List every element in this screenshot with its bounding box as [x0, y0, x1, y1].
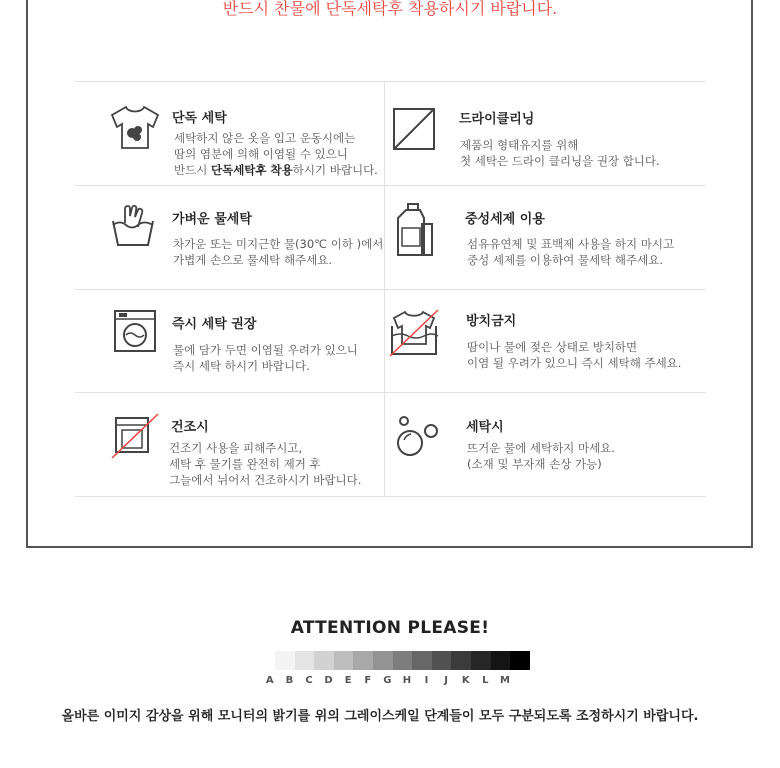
- grayscale-letter: L: [482, 675, 489, 686]
- grayscale-letter: F: [364, 675, 372, 686]
- grayscale-letter: B: [285, 675, 294, 686]
- grayscale-swatch: [432, 651, 452, 670]
- grayscale-letter: K: [461, 675, 470, 686]
- care-desc: 물에 담가 두면 이염될 우려가 있으니 즉시 세탁 하시기 바랍니다.: [173, 343, 358, 373]
- grayscale-letter: M: [499, 675, 510, 686]
- care-desc: 차가운 또는 미지근한 물(30℃ 이하 )에서 가볍게 손으로 물세탁 해주세요.: [173, 237, 384, 267]
- care-title: 세탁시: [466, 420, 504, 435]
- care-desc: 건조기 사용을 피해주시고, 세탁 후 물기를 완전히 제거 후 그늘에서 뉘어서 건조하시기 바랍니다.: [169, 441, 362, 487]
- tshirt-icon: [108, 105, 162, 151]
- grayscale-swatch: [295, 651, 315, 670]
- grayscale-letter: G: [383, 675, 392, 686]
- grayscale-swatch: [275, 651, 295, 670]
- care-title: 즉시 세탁 권장: [172, 317, 257, 332]
- care-desc: 섬유유연제 및 표백제 사용을 하지 마시고 중성 세제를 이용하여 물세탁 해주세요.: [467, 237, 675, 267]
- grayscale-swatch: [510, 651, 530, 670]
- grid-line: [75, 81, 706, 82]
- no-dryer-icon: [110, 412, 160, 460]
- no-soak-icon: [388, 308, 442, 358]
- grayscale-letter: J: [444, 675, 448, 686]
- grayscale-letter: H: [402, 675, 412, 686]
- grid-divider: [384, 82, 385, 496]
- care-title: 방치금지: [466, 314, 517, 329]
- grid-line: [75, 496, 706, 497]
- grid-line: [75, 289, 706, 290]
- care-desc: 뜨거운 물에 세탁하지 마세요. (소재 및 부자재 손상 가능): [467, 441, 615, 471]
- care-desc: 제품의 형태유지를 위해 첫 세탁은 드라이 클리닝을 권장 합니다.: [460, 138, 660, 168]
- care-title: 드라이클리닝: [459, 112, 535, 127]
- dry-clean-icon: [392, 107, 436, 151]
- monitor-adjust-note: 올바른 이미지 감상을 위해 모니터의 밝기를 위의 그레이스케일 단계들이 모두 구분되도록 조정하시기 바랍니다.: [61, 709, 699, 724]
- care-title: 단독 세탁: [172, 111, 227, 126]
- grayscale-letter: A: [265, 675, 274, 686]
- care-desc: 땀이나 물에 젖은 상태로 방치하면 이염 될 우려가 있으니 즉시 세탁해 주세요.: [467, 340, 682, 370]
- bubbles-icon: [394, 414, 440, 460]
- wash-notice: 반드시 찬물에 단독세탁후 착용하시기 바랍니다.: [222, 0, 558, 18]
- grayscale-swatch: [451, 651, 471, 670]
- grid-line: [75, 392, 706, 393]
- grayscale-swatch: [353, 651, 373, 670]
- care-desc: 세탁하지 않은 옷을 입고 운동시에는 땀의 염분에 의해 이염될 수 있으니 반드시 단독세탁후 착용하시기 바랍니다.: [174, 131, 378, 177]
- grayscale-swatch: [491, 651, 511, 670]
- care-title: 가벼운 물세탁: [172, 212, 252, 227]
- care-panel-frame: [26, 0, 753, 548]
- care-title: 건조시: [171, 420, 209, 435]
- grayscale-swatch: [334, 651, 354, 670]
- grayscale-swatch: [314, 651, 334, 670]
- detergent-icon: [394, 202, 436, 258]
- grayscale-letter: I: [424, 675, 429, 686]
- grayscale-letter: E: [344, 675, 352, 686]
- attention-heading: ATTENTION PLEASE!: [290, 618, 490, 638]
- grid-line: [75, 185, 706, 186]
- grayscale-swatch: [471, 651, 491, 670]
- grayscale-bar: [275, 651, 530, 670]
- washing-machine-icon: [113, 309, 157, 353]
- grayscale-swatch: [393, 651, 413, 670]
- grayscale-letter: D: [324, 675, 333, 686]
- grayscale-letter: C: [305, 675, 313, 686]
- grayscale-swatch: [373, 651, 393, 670]
- grayscale-swatch: [412, 651, 432, 670]
- grayscale-letters: [260, 675, 515, 686]
- care-title: 중성세제 이용: [465, 212, 545, 227]
- hand-wash-icon: [108, 203, 158, 249]
